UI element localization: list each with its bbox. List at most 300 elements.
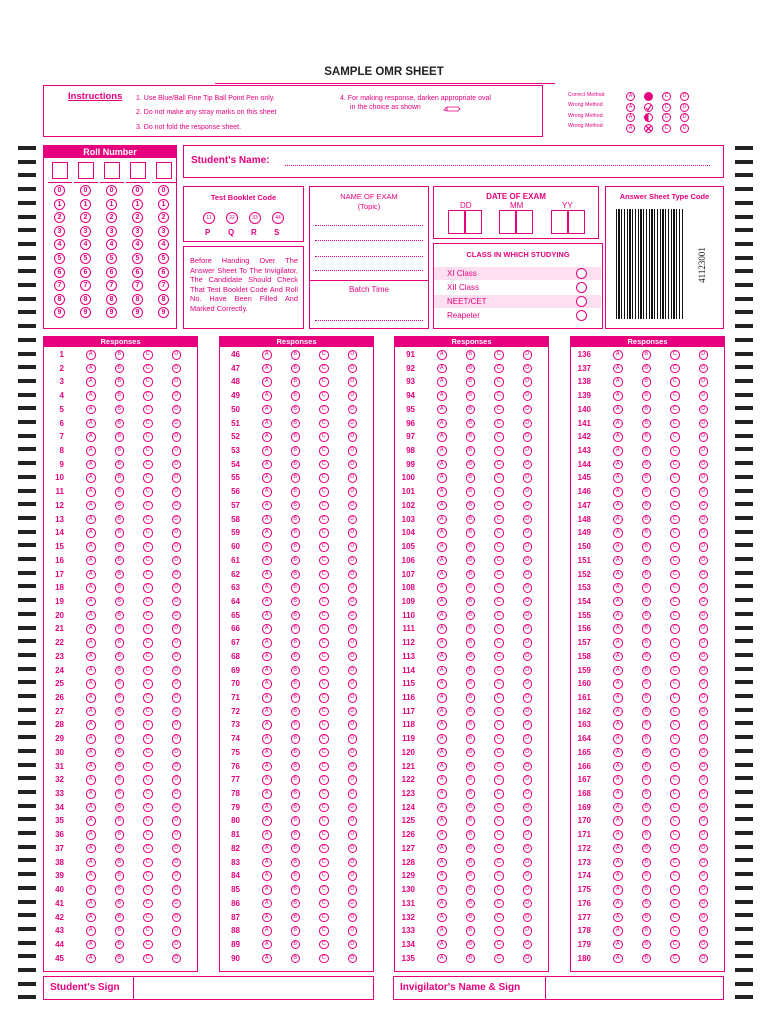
class-option-xi[interactable] — [434, 267, 601, 280]
answer-bubble[interactable]: D — [699, 624, 709, 634]
answer-bubble[interactable]: A — [86, 803, 96, 813]
answer-bubble[interactable]: D — [348, 364, 358, 374]
answer-bubble[interactable]: C — [143, 734, 153, 744]
answer-bubble[interactable]: D — [172, 885, 182, 895]
answer-bubble[interactable]: B — [291, 693, 301, 703]
answer-bubble[interactable]: B — [291, 638, 301, 648]
class-option-bubble[interactable] — [576, 268, 587, 279]
answer-bubble[interactable]: B — [466, 720, 476, 730]
answer-bubble[interactable]: B — [466, 652, 476, 662]
answer-bubble[interactable]: B — [291, 364, 301, 374]
answer-bubble[interactable]: A — [437, 940, 447, 950]
answer-bubble[interactable]: C — [670, 693, 680, 703]
answer-bubble[interactable]: D — [172, 460, 182, 470]
answer-bubble[interactable]: B — [466, 583, 476, 593]
answer-bubble[interactable]: A — [613, 899, 623, 909]
answer-bubble[interactable]: D — [348, 446, 358, 456]
answer-bubble[interactable]: A — [262, 748, 272, 758]
answer-bubble[interactable]: D — [348, 405, 358, 415]
answer-bubble[interactable]: A — [613, 748, 623, 758]
answer-bubble[interactable]: C — [494, 419, 504, 429]
answer-bubble[interactable]: A — [613, 734, 623, 744]
answer-bubble[interactable]: C — [319, 816, 329, 826]
answer-bubble[interactable]: B — [642, 419, 652, 429]
answer-bubble[interactable]: B — [466, 556, 476, 566]
answer-bubble[interactable]: C — [670, 583, 680, 593]
answer-bubble[interactable]: C — [670, 652, 680, 662]
answer-bubble[interactable]: A — [613, 803, 623, 813]
booklet-code-bubble[interactable]: 33 — [249, 212, 261, 224]
answer-bubble[interactable]: A — [262, 720, 272, 730]
answer-bubble[interactable]: D — [523, 775, 533, 785]
answer-bubble[interactable]: D — [699, 734, 709, 744]
answer-bubble[interactable]: A — [613, 405, 623, 415]
answer-bubble[interactable]: D — [523, 913, 533, 923]
answer-bubble[interactable]: C — [670, 734, 680, 744]
answer-bubble[interactable]: C — [143, 515, 153, 525]
answer-bubble[interactable]: D — [348, 871, 358, 881]
roll-digit-bubble[interactable]: 9 — [158, 307, 169, 318]
answer-bubble[interactable]: A — [86, 762, 96, 772]
answer-bubble[interactable]: A — [613, 611, 623, 621]
answer-bubble[interactable]: C — [494, 460, 504, 470]
answer-bubble[interactable]: C — [670, 871, 680, 881]
roll-digit-bubble[interactable]: 0 — [106, 185, 117, 196]
answer-bubble[interactable]: D — [348, 652, 358, 662]
answer-bubble[interactable]: D — [699, 487, 709, 497]
answer-bubble[interactable]: B — [642, 583, 652, 593]
answer-bubble[interactable]: C — [319, 542, 329, 552]
answer-bubble[interactable]: D — [523, 954, 533, 964]
roll-digit-bubble[interactable]: 5 — [80, 253, 91, 264]
answer-bubble[interactable]: A — [613, 597, 623, 607]
answer-bubble[interactable]: C — [670, 926, 680, 936]
answer-bubble[interactable]: C — [319, 693, 329, 703]
answer-bubble[interactable]: A — [86, 405, 96, 415]
answer-bubble[interactable]: B — [291, 830, 301, 840]
answer-bubble[interactable]: A — [437, 748, 447, 758]
roll-digit-bubble[interactable]: 4 — [54, 239, 65, 250]
answer-bubble[interactable]: B — [642, 720, 652, 730]
answer-bubble[interactable]: D — [348, 679, 358, 689]
answer-bubble[interactable]: C — [494, 816, 504, 826]
answer-bubble[interactable]: B — [115, 419, 125, 429]
roll-digit-bubble[interactable]: 1 — [80, 199, 91, 210]
answer-bubble[interactable]: A — [86, 652, 96, 662]
answer-bubble[interactable]: B — [291, 515, 301, 525]
date-digit-box[interactable] — [551, 210, 568, 234]
answer-bubble[interactable]: D — [348, 734, 358, 744]
answer-bubble[interactable]: B — [466, 679, 476, 689]
answer-bubble[interactable]: B — [291, 954, 301, 964]
answer-bubble[interactable]: A — [262, 638, 272, 648]
answer-bubble[interactable]: B — [291, 844, 301, 854]
roll-digit-bubble[interactable]: 9 — [106, 307, 117, 318]
answer-bubble[interactable]: D — [523, 419, 533, 429]
answer-bubble[interactable]: C — [143, 487, 153, 497]
answer-bubble[interactable]: D — [348, 913, 358, 923]
answer-bubble[interactable]: B — [115, 954, 125, 964]
exam-name-line[interactable] — [315, 240, 423, 241]
answer-bubble[interactable]: B — [466, 816, 476, 826]
answer-bubble[interactable]: A — [613, 679, 623, 689]
answer-bubble[interactable]: D — [172, 734, 182, 744]
answer-bubble[interactable]: D — [523, 446, 533, 456]
answer-bubble[interactable]: B — [642, 679, 652, 689]
answer-bubble[interactable]: A — [262, 816, 272, 826]
answer-bubble[interactable]: C — [494, 940, 504, 950]
answer-bubble[interactable]: B — [642, 775, 652, 785]
answer-bubble[interactable]: B — [115, 816, 125, 826]
answer-bubble[interactable]: A — [613, 542, 623, 552]
answer-bubble[interactable]: B — [466, 528, 476, 538]
answer-bubble[interactable]: D — [699, 720, 709, 730]
answer-bubble[interactable]: A — [86, 666, 96, 676]
answer-bubble[interactable]: A — [613, 377, 623, 387]
answer-bubble[interactable]: A — [613, 570, 623, 580]
booklet-code-bubble[interactable]: 44 — [272, 212, 284, 224]
answer-bubble[interactable]: D — [348, 693, 358, 703]
answer-bubble[interactable]: A — [613, 762, 623, 772]
answer-bubble[interactable]: B — [466, 926, 476, 936]
answer-bubble[interactable]: D — [699, 350, 709, 360]
answer-bubble[interactable]: A — [437, 844, 447, 854]
answer-bubble[interactable]: B — [115, 377, 125, 387]
answer-bubble[interactable]: B — [642, 844, 652, 854]
roll-digit-bubble[interactable]: 7 — [158, 280, 169, 291]
answer-bubble[interactable]: C — [143, 954, 153, 964]
answer-bubble[interactable]: C — [670, 570, 680, 580]
answer-bubble[interactable]: B — [291, 556, 301, 566]
answer-bubble[interactable]: B — [115, 679, 125, 689]
answer-bubble[interactable]: B — [642, 432, 652, 442]
answer-bubble[interactable]: A — [262, 542, 272, 552]
answer-bubble[interactable]: D — [172, 432, 182, 442]
answer-bubble[interactable]: A — [86, 748, 96, 758]
roll-digit-bubble[interactable]: 5 — [158, 253, 169, 264]
answer-bubble[interactable]: D — [523, 940, 533, 950]
answer-bubble[interactable]: B — [466, 871, 476, 881]
answer-bubble[interactable]: A — [613, 446, 623, 456]
answer-bubble[interactable]: C — [494, 487, 504, 497]
answer-bubble[interactable]: B — [466, 693, 476, 703]
answer-bubble[interactable]: D — [699, 501, 709, 511]
answer-bubble[interactable]: A — [262, 364, 272, 374]
answer-bubble[interactable]: D — [523, 844, 533, 854]
answer-bubble[interactable]: C — [494, 954, 504, 964]
answer-bubble[interactable]: D — [699, 899, 709, 909]
answer-bubble[interactable]: A — [262, 844, 272, 854]
answer-bubble[interactable]: C — [319, 844, 329, 854]
answer-bubble[interactable]: B — [642, 446, 652, 456]
answer-bubble[interactable]: B — [291, 679, 301, 689]
answer-bubble[interactable]: B — [466, 501, 476, 511]
answer-bubble[interactable]: C — [494, 624, 504, 634]
answer-bubble[interactable]: C — [670, 611, 680, 621]
answer-bubble[interactable]: A — [262, 377, 272, 387]
answer-bubble[interactable]: B — [642, 391, 652, 401]
answer-bubble[interactable]: A — [262, 419, 272, 429]
answer-bubble[interactable]: D — [172, 391, 182, 401]
answer-bubble[interactable]: C — [143, 638, 153, 648]
answer-bubble[interactable]: C — [494, 844, 504, 854]
answer-bubble[interactable]: C — [670, 473, 680, 483]
answer-bubble[interactable]: D — [348, 707, 358, 717]
date-digit-box[interactable] — [448, 210, 465, 234]
answer-bubble[interactable]: A — [613, 432, 623, 442]
answer-bubble[interactable]: D — [523, 611, 533, 621]
answer-bubble[interactable]: C — [319, 734, 329, 744]
answer-bubble[interactable]: A — [613, 638, 623, 648]
answer-bubble[interactable]: D — [523, 926, 533, 936]
answer-bubble[interactable]: D — [172, 775, 182, 785]
answer-bubble[interactable]: B — [115, 350, 125, 360]
answer-bubble[interactable]: D — [348, 844, 358, 854]
answer-bubble[interactable]: D — [699, 364, 709, 374]
answer-bubble[interactable]: B — [115, 583, 125, 593]
answer-bubble[interactable]: D — [523, 693, 533, 703]
roll-digit-bubble[interactable]: 8 — [54, 294, 65, 305]
answer-bubble[interactable]: D — [172, 679, 182, 689]
answer-bubble[interactable]: A — [262, 926, 272, 936]
answer-bubble[interactable]: D — [699, 556, 709, 566]
answer-bubble[interactable]: D — [699, 816, 709, 826]
answer-bubble[interactable]: C — [670, 350, 680, 360]
answer-bubble[interactable]: B — [642, 803, 652, 813]
answer-bubble[interactable]: B — [115, 720, 125, 730]
answer-bubble[interactable]: A — [86, 419, 96, 429]
answer-bubble[interactable]: A — [86, 391, 96, 401]
answer-bubble[interactable]: A — [86, 638, 96, 648]
answer-bubble[interactable]: B — [642, 556, 652, 566]
answer-bubble[interactable]: B — [115, 871, 125, 881]
answer-bubble[interactable]: B — [115, 940, 125, 950]
answer-bubble[interactable]: A — [613, 940, 623, 950]
answer-bubble[interactable]: A — [437, 638, 447, 648]
answer-bubble[interactable]: D — [172, 858, 182, 868]
answer-bubble[interactable]: D — [348, 487, 358, 497]
answer-bubble[interactable]: A — [262, 405, 272, 415]
roll-digit-bubble[interactable]: 8 — [106, 294, 117, 305]
answer-bubble[interactable]: A — [437, 528, 447, 538]
answer-bubble[interactable]: B — [291, 734, 301, 744]
answer-bubble[interactable]: A — [613, 501, 623, 511]
answer-bubble[interactable]: B — [466, 913, 476, 923]
answer-bubble[interactable]: D — [699, 789, 709, 799]
answer-bubble[interactable]: C — [143, 501, 153, 511]
roll-digit-bubble[interactable]: 8 — [80, 294, 91, 305]
answer-bubble[interactable]: B — [115, 487, 125, 497]
answer-bubble[interactable]: A — [437, 762, 447, 772]
answer-bubble[interactable]: A — [613, 460, 623, 470]
answer-bubble[interactable]: C — [143, 803, 153, 813]
answer-bubble[interactable]: D — [348, 816, 358, 826]
answer-bubble[interactable]: D — [699, 583, 709, 593]
answer-bubble[interactable]: D — [348, 391, 358, 401]
date-digit-box[interactable] — [499, 210, 516, 234]
answer-bubble[interactable]: D — [699, 858, 709, 868]
answer-bubble[interactable]: A — [262, 679, 272, 689]
answer-bubble[interactable]: B — [291, 419, 301, 429]
answer-bubble[interactable]: D — [699, 844, 709, 854]
exam-name-line[interactable] — [315, 225, 423, 226]
answer-bubble[interactable]: B — [115, 570, 125, 580]
answer-bubble[interactable]: C — [319, 899, 329, 909]
answer-bubble[interactable]: C — [670, 720, 680, 730]
answer-bubble[interactable]: C — [670, 844, 680, 854]
answer-bubble[interactable]: B — [642, 460, 652, 470]
answer-bubble[interactable]: C — [494, 377, 504, 387]
answer-bubble[interactable]: B — [466, 515, 476, 525]
answer-bubble[interactable]: A — [613, 583, 623, 593]
answer-bubble[interactable]: D — [172, 542, 182, 552]
answer-bubble[interactable]: B — [642, 871, 652, 881]
answer-bubble[interactable]: D — [699, 432, 709, 442]
answer-bubble[interactable]: D — [523, 748, 533, 758]
answer-bubble[interactable]: D — [172, 830, 182, 840]
answer-bubble[interactable]: C — [670, 487, 680, 497]
roll-digit-bubble[interactable]: 2 — [106, 212, 117, 223]
answer-bubble[interactable]: C — [319, 419, 329, 429]
answer-bubble[interactable]: A — [262, 871, 272, 881]
answer-bubble[interactable]: C — [319, 803, 329, 813]
answer-bubble[interactable]: D — [348, 624, 358, 634]
answer-bubble[interactable]: D — [172, 528, 182, 538]
answer-bubble[interactable]: B — [115, 748, 125, 758]
answer-bubble[interactable]: B — [466, 350, 476, 360]
answer-bubble[interactable]: A — [86, 515, 96, 525]
answer-bubble[interactable]: B — [466, 707, 476, 717]
answer-bubble[interactable]: A — [86, 734, 96, 744]
answer-bubble[interactable]: C — [143, 871, 153, 881]
answer-bubble[interactable]: A — [262, 556, 272, 566]
answer-bubble[interactable]: A — [86, 583, 96, 593]
answer-bubble[interactable]: A — [613, 871, 623, 881]
answer-bubble[interactable]: C — [319, 652, 329, 662]
answer-bubble[interactable]: B — [466, 899, 476, 909]
answer-bubble[interactable]: D — [699, 885, 709, 895]
answer-bubble[interactable]: B — [642, 885, 652, 895]
answer-bubble[interactable]: A — [262, 515, 272, 525]
roll-digit-bubble[interactable]: 2 — [54, 212, 65, 223]
answer-bubble[interactable]: D — [699, 652, 709, 662]
answer-bubble[interactable]: C — [319, 762, 329, 772]
answer-bubble[interactable]: C — [143, 364, 153, 374]
answer-bubble[interactable]: A — [262, 624, 272, 634]
answer-bubble[interactable]: D — [699, 542, 709, 552]
answer-bubble[interactable]: A — [86, 364, 96, 374]
answer-bubble[interactable]: D — [699, 775, 709, 785]
roll-digit-box[interactable] — [130, 162, 146, 179]
answer-bubble[interactable]: B — [115, 364, 125, 374]
roll-digit-bubble[interactable]: 0 — [80, 185, 91, 196]
answer-bubble[interactable]: C — [143, 570, 153, 580]
answer-bubble[interactable]: A — [86, 830, 96, 840]
answer-bubble[interactable]: A — [437, 391, 447, 401]
answer-bubble[interactable]: B — [115, 789, 125, 799]
answer-bubble[interactable]: A — [86, 913, 96, 923]
answer-bubble[interactable]: B — [642, 405, 652, 415]
answer-bubble[interactable]: B — [642, 528, 652, 538]
answer-bubble[interactable]: D — [523, 432, 533, 442]
answer-bubble[interactable]: A — [437, 542, 447, 552]
answer-bubble[interactable]: A — [437, 707, 447, 717]
answer-bubble[interactable]: B — [115, 775, 125, 785]
answer-bubble[interactable]: D — [523, 734, 533, 744]
answer-bubble[interactable]: B — [466, 775, 476, 785]
answer-bubble[interactable]: A — [437, 720, 447, 730]
answer-bubble[interactable]: A — [613, 624, 623, 634]
answer-bubble[interactable]: A — [437, 556, 447, 566]
answer-bubble[interactable]: C — [494, 803, 504, 813]
batch-time-input[interactable] — [315, 320, 423, 321]
answer-bubble[interactable]: A — [86, 597, 96, 607]
answer-bubble[interactable]: D — [172, 597, 182, 607]
answer-bubble[interactable]: C — [319, 954, 329, 964]
answer-bubble[interactable]: D — [699, 391, 709, 401]
answer-bubble[interactable]: B — [291, 913, 301, 923]
answer-bubble[interactable]: D — [523, 405, 533, 415]
answer-bubble[interactable]: D — [523, 350, 533, 360]
answer-bubble[interactable]: B — [291, 775, 301, 785]
answer-bubble[interactable]: A — [86, 707, 96, 717]
answer-bubble[interactable]: B — [291, 816, 301, 826]
answer-bubble[interactable]: A — [86, 844, 96, 854]
answer-bubble[interactable]: C — [319, 913, 329, 923]
answer-bubble[interactable]: D — [348, 528, 358, 538]
answer-bubble[interactable]: D — [699, 638, 709, 648]
answer-bubble[interactable]: B — [115, 556, 125, 566]
answer-bubble[interactable]: C — [494, 501, 504, 511]
answer-bubble[interactable]: B — [291, 885, 301, 895]
answer-bubble[interactable]: D — [523, 720, 533, 730]
answer-bubble[interactable]: C — [494, 570, 504, 580]
roll-digit-bubble[interactable]: 3 — [132, 226, 143, 237]
answer-bubble[interactable]: D — [348, 899, 358, 909]
answer-bubble[interactable]: C — [494, 638, 504, 648]
answer-bubble[interactable]: C — [670, 432, 680, 442]
answer-bubble[interactable]: C — [143, 405, 153, 415]
answer-bubble[interactable]: D — [172, 350, 182, 360]
answer-bubble[interactable]: D — [523, 473, 533, 483]
answer-bubble[interactable]: B — [291, 871, 301, 881]
answer-bubble[interactable]: D — [523, 377, 533, 387]
answer-bubble[interactable]: D — [348, 556, 358, 566]
answer-bubble[interactable]: B — [466, 432, 476, 442]
answer-bubble[interactable]: D — [523, 515, 533, 525]
answer-bubble[interactable]: A — [437, 460, 447, 470]
answer-bubble[interactable]: C — [143, 940, 153, 950]
roll-digit-bubble[interactable]: 1 — [106, 199, 117, 210]
roll-digit-bubble[interactable]: 6 — [132, 267, 143, 278]
answer-bubble[interactable]: D — [523, 528, 533, 538]
answer-bubble[interactable]: D — [523, 789, 533, 799]
answer-bubble[interactable]: D — [699, 954, 709, 964]
answer-bubble[interactable]: B — [291, 858, 301, 868]
answer-bubble[interactable]: B — [291, 528, 301, 538]
answer-bubble[interactable]: A — [437, 652, 447, 662]
answer-bubble[interactable]: D — [348, 570, 358, 580]
answer-bubble[interactable]: B — [115, 858, 125, 868]
answer-bubble[interactable]: D — [348, 350, 358, 360]
answer-bubble[interactable]: D — [523, 570, 533, 580]
answer-bubble[interactable]: D — [523, 762, 533, 772]
answer-bubble[interactable]: C — [143, 720, 153, 730]
answer-bubble[interactable]: D — [523, 597, 533, 607]
roll-digit-bubble[interactable]: 8 — [132, 294, 143, 305]
answer-bubble[interactable]: A — [86, 775, 96, 785]
answer-bubble[interactable]: A — [613, 556, 623, 566]
